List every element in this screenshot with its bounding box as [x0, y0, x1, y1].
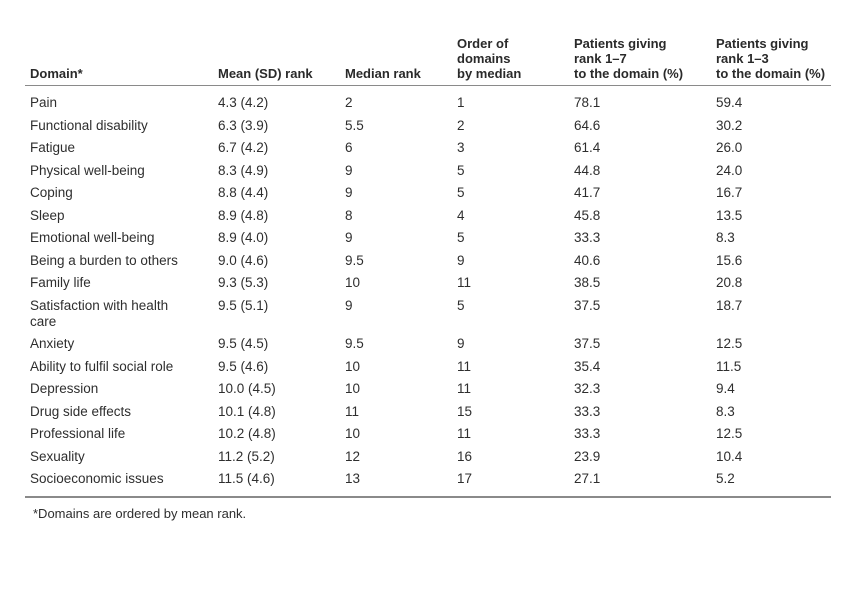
cell-patients-1-7: 41.7 — [574, 185, 601, 200]
cell-order: 11 — [457, 358, 472, 374]
cell-median-rank: 8 — [345, 207, 353, 223]
cell-median-rank: 9.5 — [345, 336, 364, 351]
cell-median-rank: 10 — [345, 358, 361, 374]
cell-mean-rank: 6.7 (4.2) — [218, 140, 269, 155]
cell-median-rank: 10 — [345, 426, 361, 441]
cell-median-rank: 5.5 — [345, 117, 364, 133]
cell-patients-1-3: 12.5 — [716, 426, 743, 441]
table-row — [25, 160, 831, 183]
cell-mean-rank: 11.2 (5.2) — [218, 448, 275, 464]
cell-patients-1-3: 59.4 — [716, 95, 743, 110]
cell-patients-1-7: 78.1 — [574, 95, 601, 110]
cell-patients-1-7: 33.3 — [574, 426, 601, 441]
table-row — [25, 295, 831, 334]
cell-order: 15 — [457, 403, 473, 419]
cell-order: 1 — [457, 95, 465, 110]
cell-mean-rank: 10.0 (4.5) — [218, 381, 276, 396]
table-row — [25, 182, 831, 205]
cell-mean-rank: 9.3 (5.3) — [218, 275, 269, 290]
table-row — [25, 205, 831, 228]
cell-patients-1-7: 33.3 — [574, 403, 601, 419]
table-row — [25, 227, 831, 250]
cell-mean-rank: 4.3 (4.2) — [218, 95, 269, 110]
cell-order: 17 — [457, 471, 473, 486]
table-row — [25, 137, 831, 160]
footnote: *Domains are ordered by mean rank. — [33, 505, 247, 521]
header-divider — [25, 85, 831, 86]
cell-patients-1-3: 30.2 — [716, 117, 743, 133]
cell-patients-1-3: 16.7 — [716, 185, 743, 200]
cell-patients-1-7: 33.3 — [574, 230, 601, 245]
cell-order: 9 — [457, 336, 465, 351]
cell-median-rank: 9 — [345, 185, 353, 200]
cell-domain: Emotional well-being — [30, 230, 155, 245]
cell-median-rank: 2 — [345, 95, 353, 110]
table-row — [25, 401, 831, 424]
cell-domain: Professional life — [30, 426, 126, 441]
cell-order: 4 — [457, 207, 465, 223]
cell-patients-1-7: 27.1 — [574, 471, 601, 486]
cell-mean-rank: 9.5 (4.6) — [218, 358, 269, 374]
cell-mean-rank: 9.5 (4.5) — [218, 336, 269, 351]
cell-patients-1-7: 38.5 — [574, 275, 601, 290]
cell-patients-1-3: 11.5 — [716, 358, 742, 374]
cell-order: 9 — [457, 252, 465, 268]
cell-patients-1-3: 8.3 — [716, 230, 735, 245]
cell-patients-1-7: 44.8 — [574, 162, 601, 178]
cell-order: 16 — [457, 448, 473, 464]
cell-patients-1-3: 8.3 — [716, 403, 735, 419]
table-row — [25, 446, 831, 469]
cell-patients-1-7: 37.5 — [574, 336, 601, 351]
cell-domain: Fatigue — [30, 140, 76, 155]
cell-mean-rank: 6.3 (3.9) — [218, 117, 269, 133]
cell-patients-1-3: 18.7 — [716, 297, 743, 313]
cell-patients-1-7: 40.6 — [574, 252, 601, 268]
cell-median-rank: 9 — [345, 297, 353, 313]
cell-mean-rank: 8.3 (4.9) — [218, 162, 269, 178]
table-header — [25, 28, 831, 92]
cell-patients-1-7: 45.8 — [574, 207, 601, 223]
cell-mean-rank: 9.5 (5.1) — [218, 297, 269, 313]
cell-order: 3 — [457, 140, 465, 155]
cell-order: 11 — [457, 275, 472, 290]
cell-domain: Physical well-being — [30, 162, 145, 178]
header-domain: Domain* — [30, 66, 83, 81]
cell-patients-1-3: 24.0 — [716, 162, 743, 178]
cell-domain: Coping — [30, 185, 73, 200]
table-row — [25, 468, 831, 491]
cell-mean-rank: 8.9 (4.0) — [218, 230, 269, 245]
cell-domain: Pain — [30, 95, 58, 110]
cell-mean-rank: 10.1 (4.8) — [218, 403, 276, 419]
cell-domain: Sexuality — [30, 448, 85, 464]
cell-patients-1-7: 61.4 — [574, 140, 601, 155]
cell-mean-rank: 9.0 (4.6) — [218, 252, 269, 268]
cell-patients-1-3: 20.8 — [716, 275, 743, 290]
cell-patients-1-7: 23.9 — [574, 448, 601, 464]
table-body — [25, 92, 831, 491]
table-row — [25, 423, 831, 446]
table-row — [25, 92, 831, 115]
cell-domain: Being a burden to others — [30, 252, 178, 268]
cell-patients-1-7: 37.5 — [574, 297, 601, 313]
domain-ranking-table — [25, 28, 831, 522]
cell-median-rank: 12 — [345, 448, 361, 464]
cell-patients-1-7: 35.4 — [574, 358, 601, 374]
header-rule-row — [25, 85, 831, 92]
cell-mean-rank: 8.9 (4.8) — [218, 207, 269, 223]
cell-median-rank: 10 — [345, 275, 361, 290]
cell-median-rank: 11 — [345, 403, 360, 419]
cell-domain: Functional disability — [30, 117, 148, 133]
cell-median-rank: 6 — [345, 140, 353, 155]
ranking-table — [25, 28, 831, 491]
header-patients-rank-1-7: Patients giving rank 1–7 to the domain (%) — [574, 36, 684, 81]
cell-order: 5 — [457, 230, 465, 245]
cell-order: 11 — [457, 381, 472, 396]
cell-patients-1-3: 26.0 — [716, 140, 743, 155]
cell-domain: Satisfaction with health care — [30, 297, 169, 329]
cell-order: 5 — [457, 162, 465, 178]
cell-domain: Family life — [30, 275, 91, 290]
cell-median-rank: 9.5 — [345, 252, 364, 268]
cell-median-rank: 9 — [345, 230, 353, 245]
cell-patients-1-3: 10.4 — [716, 448, 743, 464]
cell-patients-1-7: 32.3 — [574, 381, 601, 396]
header-order-by-median: Order of domains by median — [457, 36, 522, 81]
cell-order: 5 — [457, 185, 465, 200]
cell-median-rank: 9 — [345, 162, 353, 178]
cell-patients-1-3: 9.4 — [716, 381, 735, 396]
cell-domain: Drug side effects — [30, 403, 132, 419]
cell-domain: Sleep — [30, 207, 65, 223]
cell-mean-rank: 11.5 (4.6) — [218, 471, 275, 486]
header-mean-rank: Mean (SD) rank — [218, 66, 313, 81]
cell-order: 2 — [457, 117, 465, 133]
cell-domain: Ability to fulfil social role — [30, 358, 174, 374]
cell-patients-1-3: 12.5 — [716, 336, 743, 351]
table-row — [25, 250, 831, 273]
table-row — [25, 333, 831, 356]
cell-patients-1-3: 13.5 — [716, 207, 743, 223]
header-patients-rank-1-3: Patients giving rank 1–3 to the domain (%) — [716, 36, 826, 81]
cell-domain: Depression — [30, 381, 99, 396]
cell-patients-1-7: 64.6 — [574, 117, 601, 133]
cell-patients-1-3: 5.2 — [716, 471, 735, 486]
cell-mean-rank: 8.8 (4.4) — [218, 185, 269, 200]
table-row — [25, 272, 831, 295]
cell-median-rank: 13 — [345, 471, 361, 486]
cell-domain: Socioeconomic issues — [30, 471, 164, 486]
cell-order: 5 — [457, 297, 465, 313]
cell-mean-rank: 10.2 (4.8) — [218, 426, 276, 441]
table-row — [25, 356, 831, 379]
cell-order: 11 — [457, 426, 472, 441]
cell-patients-1-3: 15.6 — [716, 252, 743, 268]
header-median-rank: Median rank — [345, 66, 421, 81]
table-row — [25, 378, 831, 401]
cell-domain: Anxiety — [30, 336, 75, 351]
cell-median-rank: 10 — [345, 381, 361, 396]
table-row — [25, 115, 831, 138]
header-row — [25, 28, 831, 85]
